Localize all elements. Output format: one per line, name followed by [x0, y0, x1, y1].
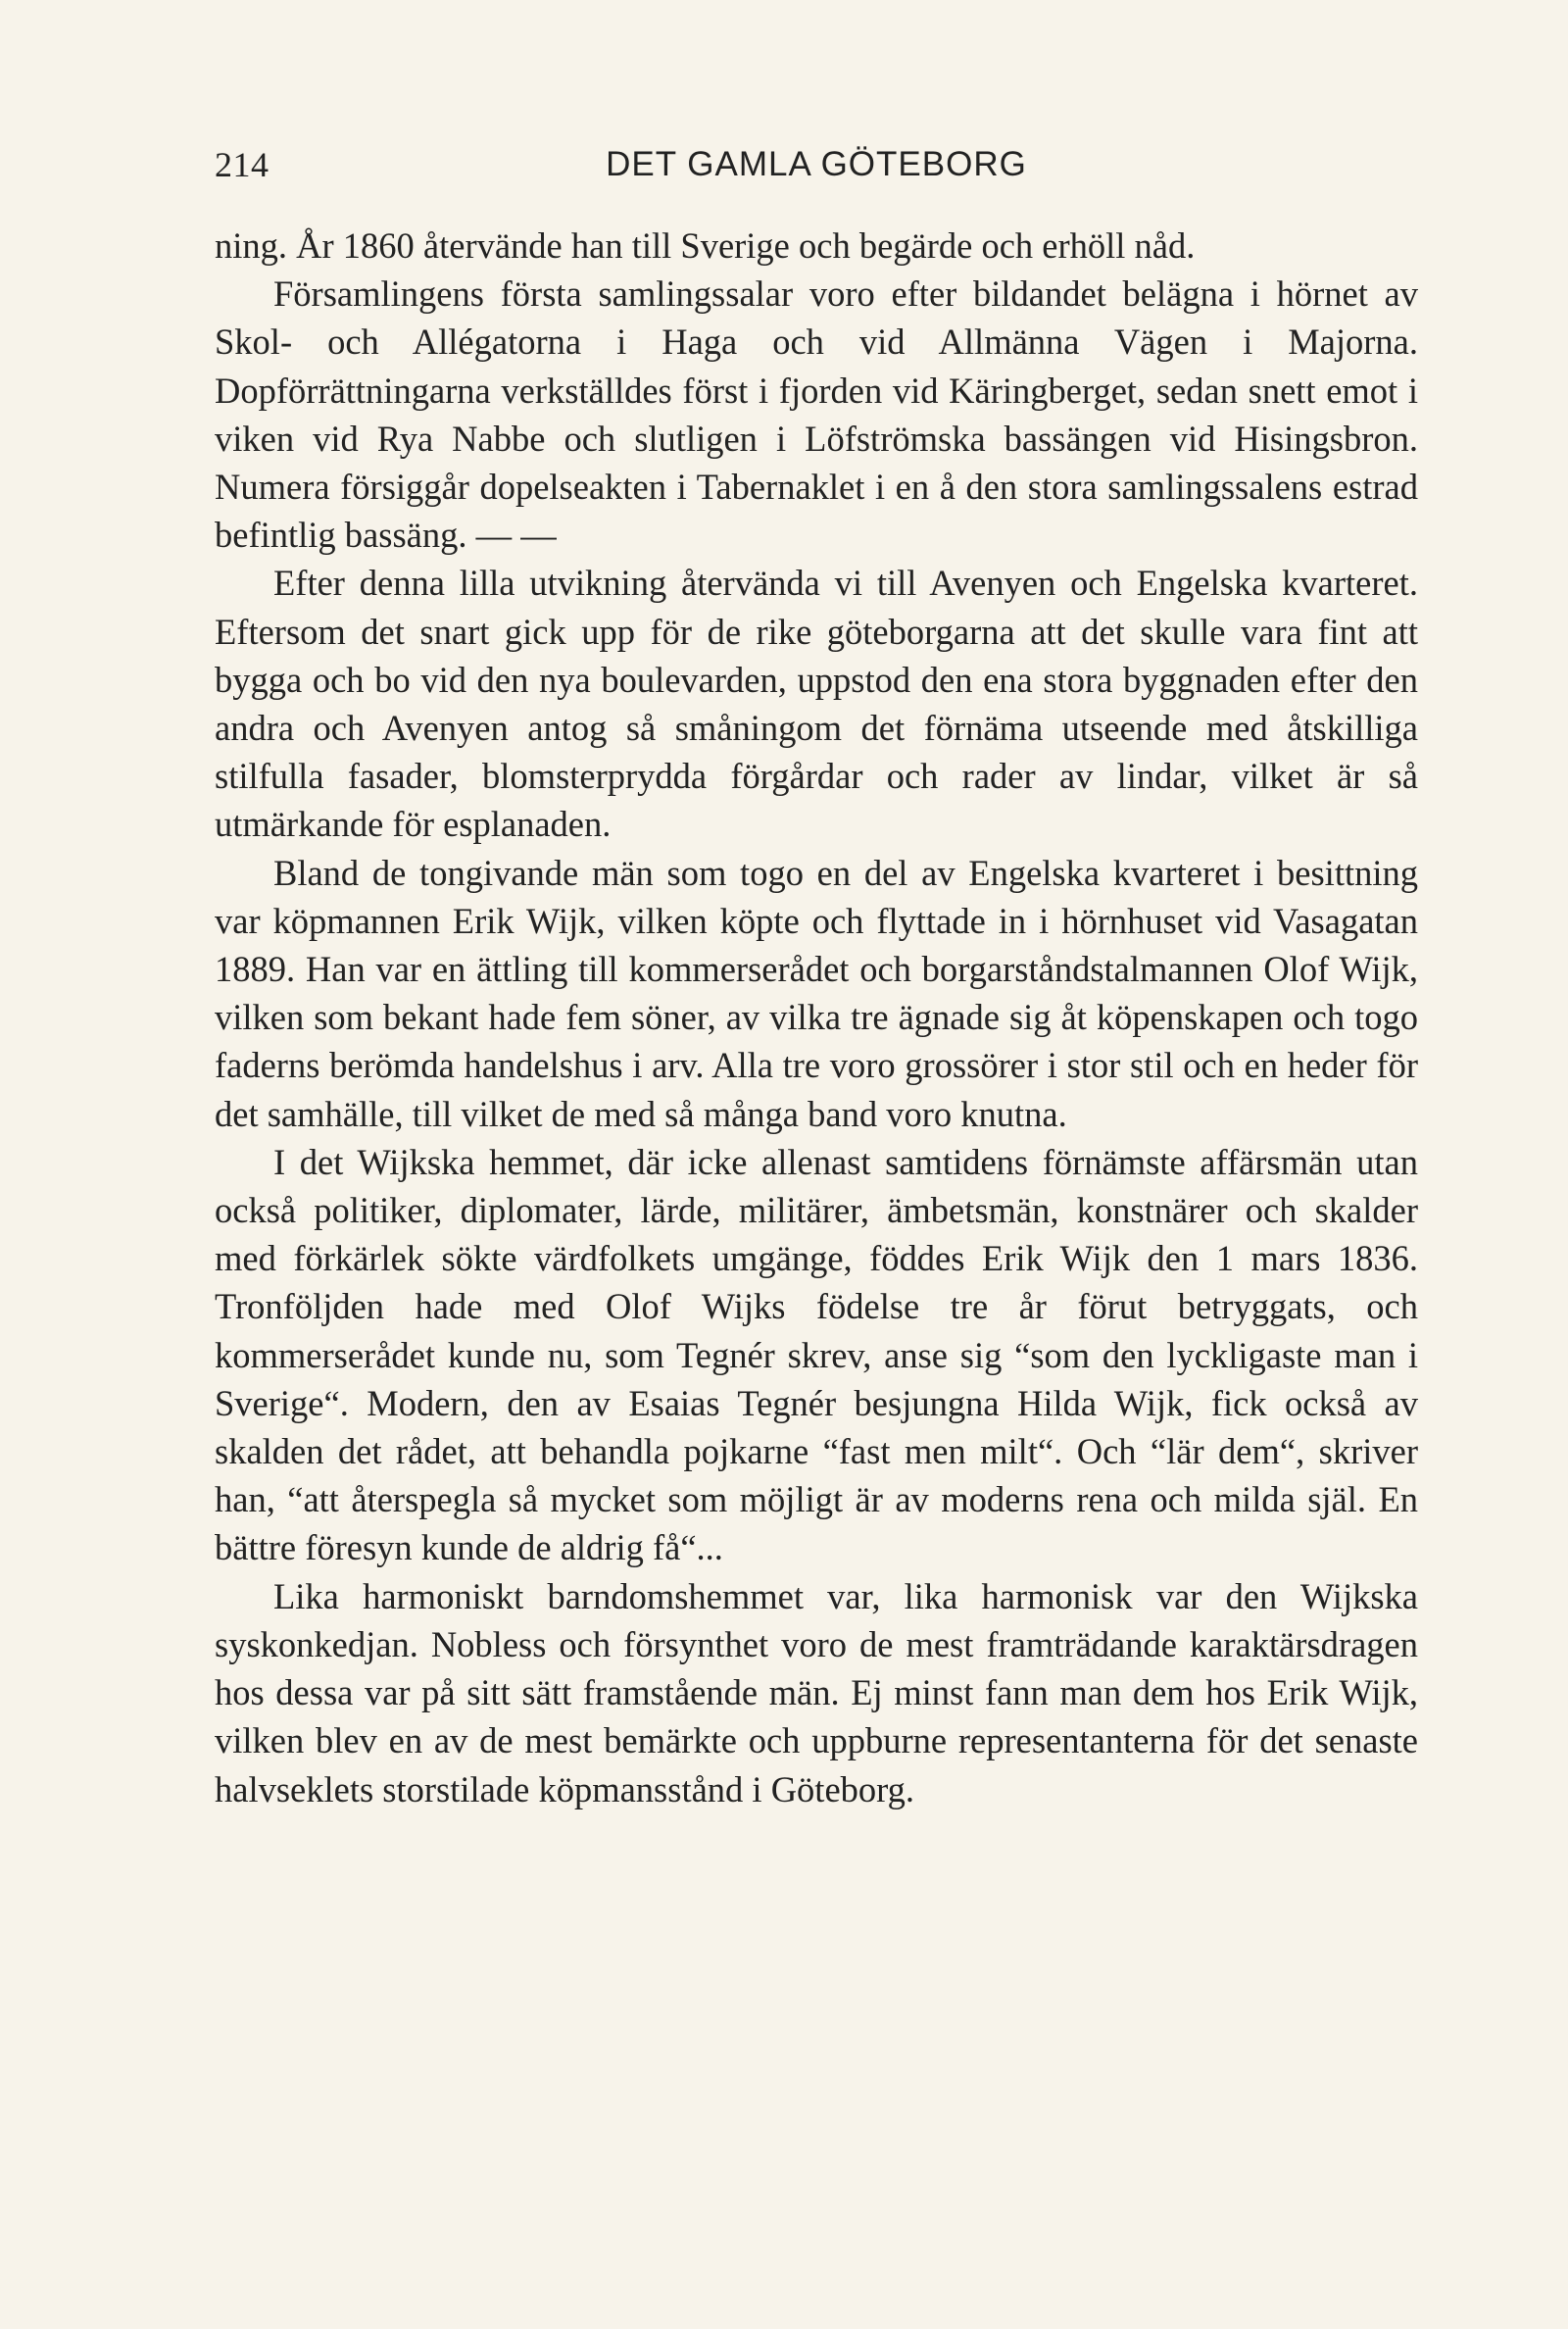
page-header — [215, 135, 1418, 194]
paragraph-avenyen: Efter denna lilla utvikning återvända vi till Avenyen och Engelska kvarteret. Eftersom det snart gick upp för de rike göteborgarna att det skulle vara fint att bygga och bo vid den nya boulevarden, uppstod den ena stora byggnaden efter den andra och Avenyen antog så småningom det förnäma utseende med åtskilliga stilfulla fasader, blomsterprydda förgårdar och rader av lindar, vilket är så utmärkande för esplanaden. — [215, 563, 1418, 845]
paragraph-wijk-siblings: Lika harmoniskt barndomshemmet var, lika harmonisk var den Wijkska syskonkedjan. Nobless och försynthet voro de mest framträdande karaktärsdragen hos dessa var på sitt sätt framstående män. Ej minst fann man dem hos Erik Wijk, vilken blev en av de mest bemärkte och uppburne representanterna för det senaste halvseklets storstilade köpmansstånd i Göteborg. — [215, 1575, 1418, 1809]
paragraph-wijk-home: I det Wijkska hemmet, där icke allenast samtidens förnämste affärsmän utan också politiker, diplomater, lärde, militärer, ämbetsmän, konstnärer och skalder med förkärlek sökte värdfolkets umgänge, föddes Erik Wijk den 1 mars 1836. Tronföljden hade med Olof Wijks födelse tre år förut betryggats, och kommerserådet kunde nu, som Tegnér skrev, anse sig “som den lyckligaste man i Sverige“. Modern, den av Esaias Tegnér besjungna Hilda Wijk, fick också av skalden det rådet, att behandla pojkarne “fast men milt“. Och “lär dem“, skriver han, “att återspegla så mycket som möjligt är av moderns rena och milda själ. En bättre föresyn kunde de aldrig få“... — [215, 1141, 1418, 1568]
paragraph-erik-wijk: Bland de tongivande män som togo en del av Engelska kvarteret i besittning var köpmannen Erik Wijk, vilken köpte och flyttade in i hörnhuset vid Vasagatan 1889. Han var en ättling till kommerserådet och borgarståndstalmannen Olof Wijk, vilken som bekant hade fem söner, av vilka tre ägnade sig åt köpenskapen och togo faderns berömda handelshus i arv. Alla tre voro grossörer i stor stil och en heder för det samhälle, till vilket de med så många band voro knutna. — [215, 852, 1418, 1134]
paragraph-congregation-halls: Församlingens första samlingssalar voro efter bildandet belägna i hörnet av Skol- och Allégatorna i Haga och vid Allmänna Vägen i Majorna. Dopförrättningarna verkställdes först i fjorden vid Käringberget, sedan snett emot i viken vid Rya Nabbe och slutligen i Löfströmska bassängen vid Hisingsbron. Numera försiggår dopelseakten i Tabernaklet i en å den stora samlingssalens estrad befintlig bassäng. — — — [215, 273, 1418, 556]
running-title: DET GAMLA GÖTEBORG — [606, 145, 1027, 183]
paragraph-continuation: ning. År 1860 återvände han till Sverige och begärde och erhöll nåd. — [215, 225, 1196, 266]
body-text — [215, 222, 1418, 1813]
page-number: 214 — [215, 145, 270, 184]
